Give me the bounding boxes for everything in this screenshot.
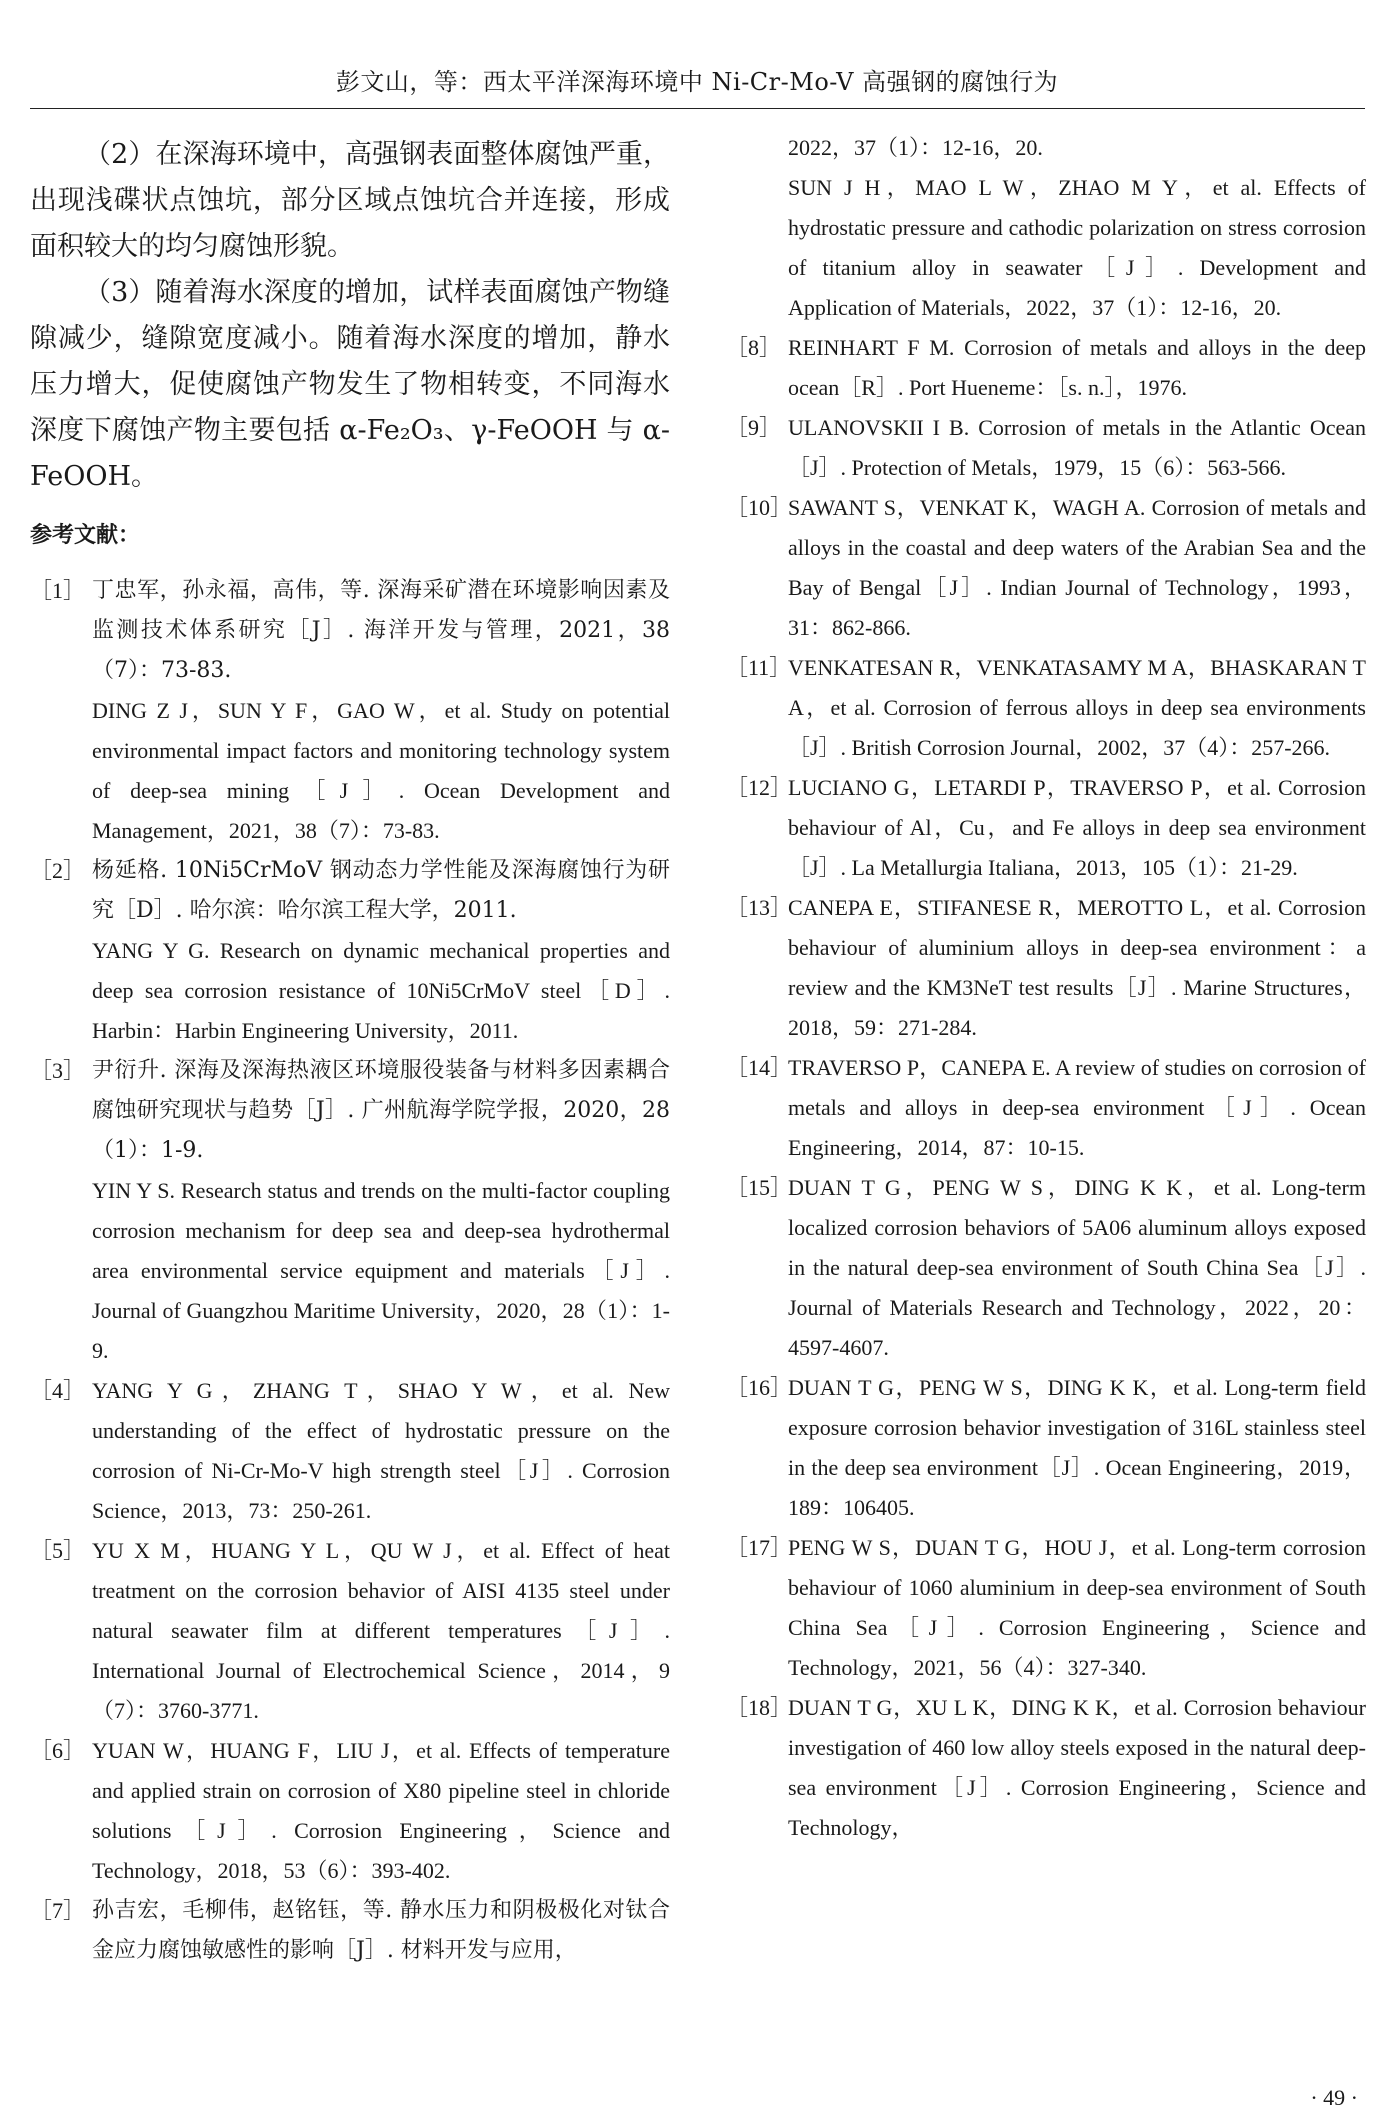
reference-number: ［10］ bbox=[726, 495, 793, 520]
conclusion-paragraph-2: （2）在深海环境中，高强钢表面整体腐蚀严重，出现浅碟状点蚀坑，部分区域点蚀坑合并连接，形成面积较大的均匀腐蚀形貌。 bbox=[30, 139, 670, 262]
running-header: 彭文山，等：西太平洋深海环境中 Ni-Cr-Mo-V 高强钢的腐蚀行为 bbox=[335, 68, 1059, 96]
reference-1 bbox=[30, 571, 670, 851]
reference-number: ［13］ bbox=[726, 895, 793, 920]
reference-number: ［8］ bbox=[726, 335, 782, 360]
reference-en: DUAN T G，PENG W S，DING K K，et al. Long-term localized corrosion behaviors of 5A06 aluminum alloys exposed in the natural deep-sea environment of South China Sea［J］. Journal of Materials Research and Technology，2022，20：4597-4607. bbox=[788, 1175, 1366, 1360]
reference-15 bbox=[726, 1168, 1366, 1368]
reference-en: CANEPA E，STIFANESE R，MEROTTO L，et al. Corrosion behaviour of aluminium alloys in deep-sea environment：a review and the KM3NeT test results［J］. Marine Structures，2018，59：271-284. bbox=[788, 895, 1366, 1040]
reference-number: ［18］ bbox=[726, 1695, 793, 1720]
reference-2 bbox=[30, 851, 670, 1051]
reference-number: ［6］ bbox=[30, 1738, 86, 1763]
reference-number: ［17］ bbox=[726, 1535, 793, 1560]
reference-number: ［15］ bbox=[726, 1175, 793, 1200]
reference-en: YU X M，HUANG Y L，QU W J，et al. Effect of heat treatment on the corrosion behavior of AISI 4135 steel under natural seawater film at different temperatures［J］. International Journal of Electrochemical Science，2014，9（7）：3760-3771. bbox=[92, 1538, 670, 1723]
reference-en: YUAN W，HUANG F，LIU J，et al. Effects of temperature and applied strain on corrosion of X80 pipeline steel in chloride solutions［J］. Corrosion Engineering，Science and Technology，2018，53（6）：393-402. bbox=[92, 1738, 670, 1883]
reference-11 bbox=[726, 648, 1366, 768]
reference-18 bbox=[726, 1688, 1366, 1848]
reference-number: ［7］ bbox=[30, 1898, 86, 1923]
left-column bbox=[30, 132, 670, 1971]
reference-en: SAWANT S，VENKAT K，WAGH A. Corrosion of metals and alloys in the coastal and deep waters of the Arabian Sea and the Bay of Bengal［J］. Indian Journal of Technology，1993，31：862-866. bbox=[788, 495, 1366, 640]
reference-en: YANG Y G，ZHANG T，SHAO Y W，et al. New understanding of the effect of hydrostatic pressure on the corrosion of Ni-Cr-Mo-V high strength steel［J］. Corrosion Science，2013，73：250-261. bbox=[92, 1378, 670, 1523]
reference-4 bbox=[30, 1371, 670, 1531]
reference-en: DUAN T G，PENG W S，DING K K，et al. Long-term field exposure corrosion behavior investigation of 316L stainless steel in the deep sea environment［J］. Ocean Engineering，2019，189：106405. bbox=[788, 1375, 1366, 1520]
reference-6 bbox=[30, 1731, 670, 1891]
reference-cn: 杨延格. 10Ni5CrMoV 钢动态力学性能及深海腐蚀行为研究［D］. 哈尔滨：哈尔滨工程大学，2011. bbox=[92, 858, 670, 923]
page-number: · 49 · bbox=[1310, 2085, 1358, 2110]
reference-en: DUAN T G，XU L K，DING K K，et al. Corrosion behaviour investigation of 460 low alloy steels exposed in the natural deep-sea environment［J］. Corrosion Engineering，Science and Technology， bbox=[788, 1695, 1366, 1840]
reference-cn: 丁忠军，孙永福，高伟，等. 深海采矿潜在环境影响因素及监测技术体系研究［J］. 海洋开发与管理，2021，38（7）：73-83. bbox=[92, 578, 670, 683]
reference-number: ［11］ bbox=[726, 655, 792, 680]
references-title: 参考文献： bbox=[30, 522, 141, 548]
reference-number: ［14］ bbox=[726, 1055, 793, 1080]
reference-cn: 尹衍升. 深海及深海热液区环境服役装备与材料多因素耦合腐蚀研究现状与趋势［J］. 广州航海学院学报，2020，28（1）：1-9. bbox=[92, 1058, 670, 1163]
reference-number: ［4］ bbox=[30, 1378, 86, 1403]
reference-10 bbox=[726, 488, 1366, 648]
reference-en: REINHART F M. Corrosion of metals and alloys in the deep ocean［R］. Port Hueneme：［s. n.］，1976. bbox=[788, 335, 1366, 400]
reference-8 bbox=[726, 328, 1366, 408]
reference-17 bbox=[726, 1528, 1366, 1688]
reference-12 bbox=[726, 768, 1366, 888]
reference-cn: 孙吉宏，毛柳伟，赵铭钰，等. 静水压力和阴极极化对钛合金应力腐蚀敏感性的影响［J］. 材料开发与应用， bbox=[92, 1898, 670, 1963]
reference-number: ［3］ bbox=[30, 1058, 86, 1083]
reference-3 bbox=[30, 1051, 670, 1371]
conclusion-paragraph-3: （3）随着海水深度的增加，试样表面腐蚀产物缝隙减少，缝隙宽度减小。随着海水深度的增加，静水压力增大，促使腐蚀产物发生了物相转变，不同海水深度下腐蚀产物主要包括 α-Fe₂O₃、γ-FeOOH 与 α-FeOOH。 bbox=[30, 277, 670, 492]
reference-en: DING Z J，SUN Y F，GAO W，et al. Study on potential environmental impact factors and monitoring technology system of deep-sea mining［J］. Ocean Development and Management，2021，38（7）：73-83. bbox=[92, 698, 670, 843]
reference-en: ULANOVSKII I B. Corrosion of metals in the Atlantic Ocean［J］. Protection of Metals，1979，15（6）：563-566. bbox=[788, 415, 1366, 480]
reference-number: ［9］ bbox=[726, 415, 782, 440]
reference-en: TRAVERSO P，CANEPA E. A review of studies on corrosion of metals and alloys in deep-sea environment［J］. Ocean Engineering，2014，87：10-15. bbox=[788, 1055, 1366, 1160]
reference-en: VENKATESAN R，VENKATASAMY M A，BHASKARAN T A，et al. Corrosion of ferrous alloys in deep sea environments［J］. British Corrosion Journal，2002，37（4）：257-266. bbox=[788, 655, 1366, 760]
reference-en: YANG Y G. Research on dynamic mechanical properties and deep sea corrosion resistance of 10Ni5CrMoV steel［D］. Harbin：Harbin Engineering University，2011. bbox=[92, 938, 670, 1043]
reference-number: ［1］ bbox=[30, 578, 86, 603]
reference-number: ［5］ bbox=[30, 1538, 86, 1563]
reference-13 bbox=[726, 888, 1366, 1048]
right-column bbox=[726, 128, 1366, 1848]
reference-7-en: SUN J H，MAO L W，ZHAO M Y，et al. Effects of hydrostatic pressure and cathodic polarization on stress corrosion of titanium alloy in seawater［J］. Development and Application of Materials，2022，37（1）：12-16，20. bbox=[788, 175, 1366, 320]
reference-en: LUCIANO G，LETARDI P，TRAVERSO P，et al. Corrosion behaviour of Al，Cu，and Fe alloys in deep sea environment［J］. La Metallurgia Italiana，2013，105（1）：21-29. bbox=[788, 775, 1366, 880]
reference-en: YIN Y S. Research status and trends on the multi-factor coupling corrosion mechanism for deep sea and deep-sea hydrothermal area environmental service equipment and materials［J］. Journal of Guangzhou Maritime University，2020，28（1）：1-9. bbox=[92, 1178, 670, 1363]
reference-en: PENG W S，DUAN T G，HOU J，et al. Long-term corrosion behaviour of 1060 aluminium in deep-sea environment of South China Sea［J］. Corrosion Engineering，Science and Technology，2021，56（4）：327-340. bbox=[788, 1535, 1366, 1680]
header-rule bbox=[30, 108, 1365, 109]
reference-16 bbox=[726, 1368, 1366, 1528]
reference-9 bbox=[726, 408, 1366, 488]
reference-number: ［12］ bbox=[726, 775, 793, 800]
reference-7-continuation: 2022，37（1）：12-16，20. bbox=[788, 135, 1043, 160]
reference-5 bbox=[30, 1531, 670, 1731]
reference-number: ［16］ bbox=[726, 1375, 793, 1400]
reference-7 bbox=[30, 1891, 670, 1971]
reference-14 bbox=[726, 1048, 1366, 1168]
reference-number: ［2］ bbox=[30, 858, 86, 883]
